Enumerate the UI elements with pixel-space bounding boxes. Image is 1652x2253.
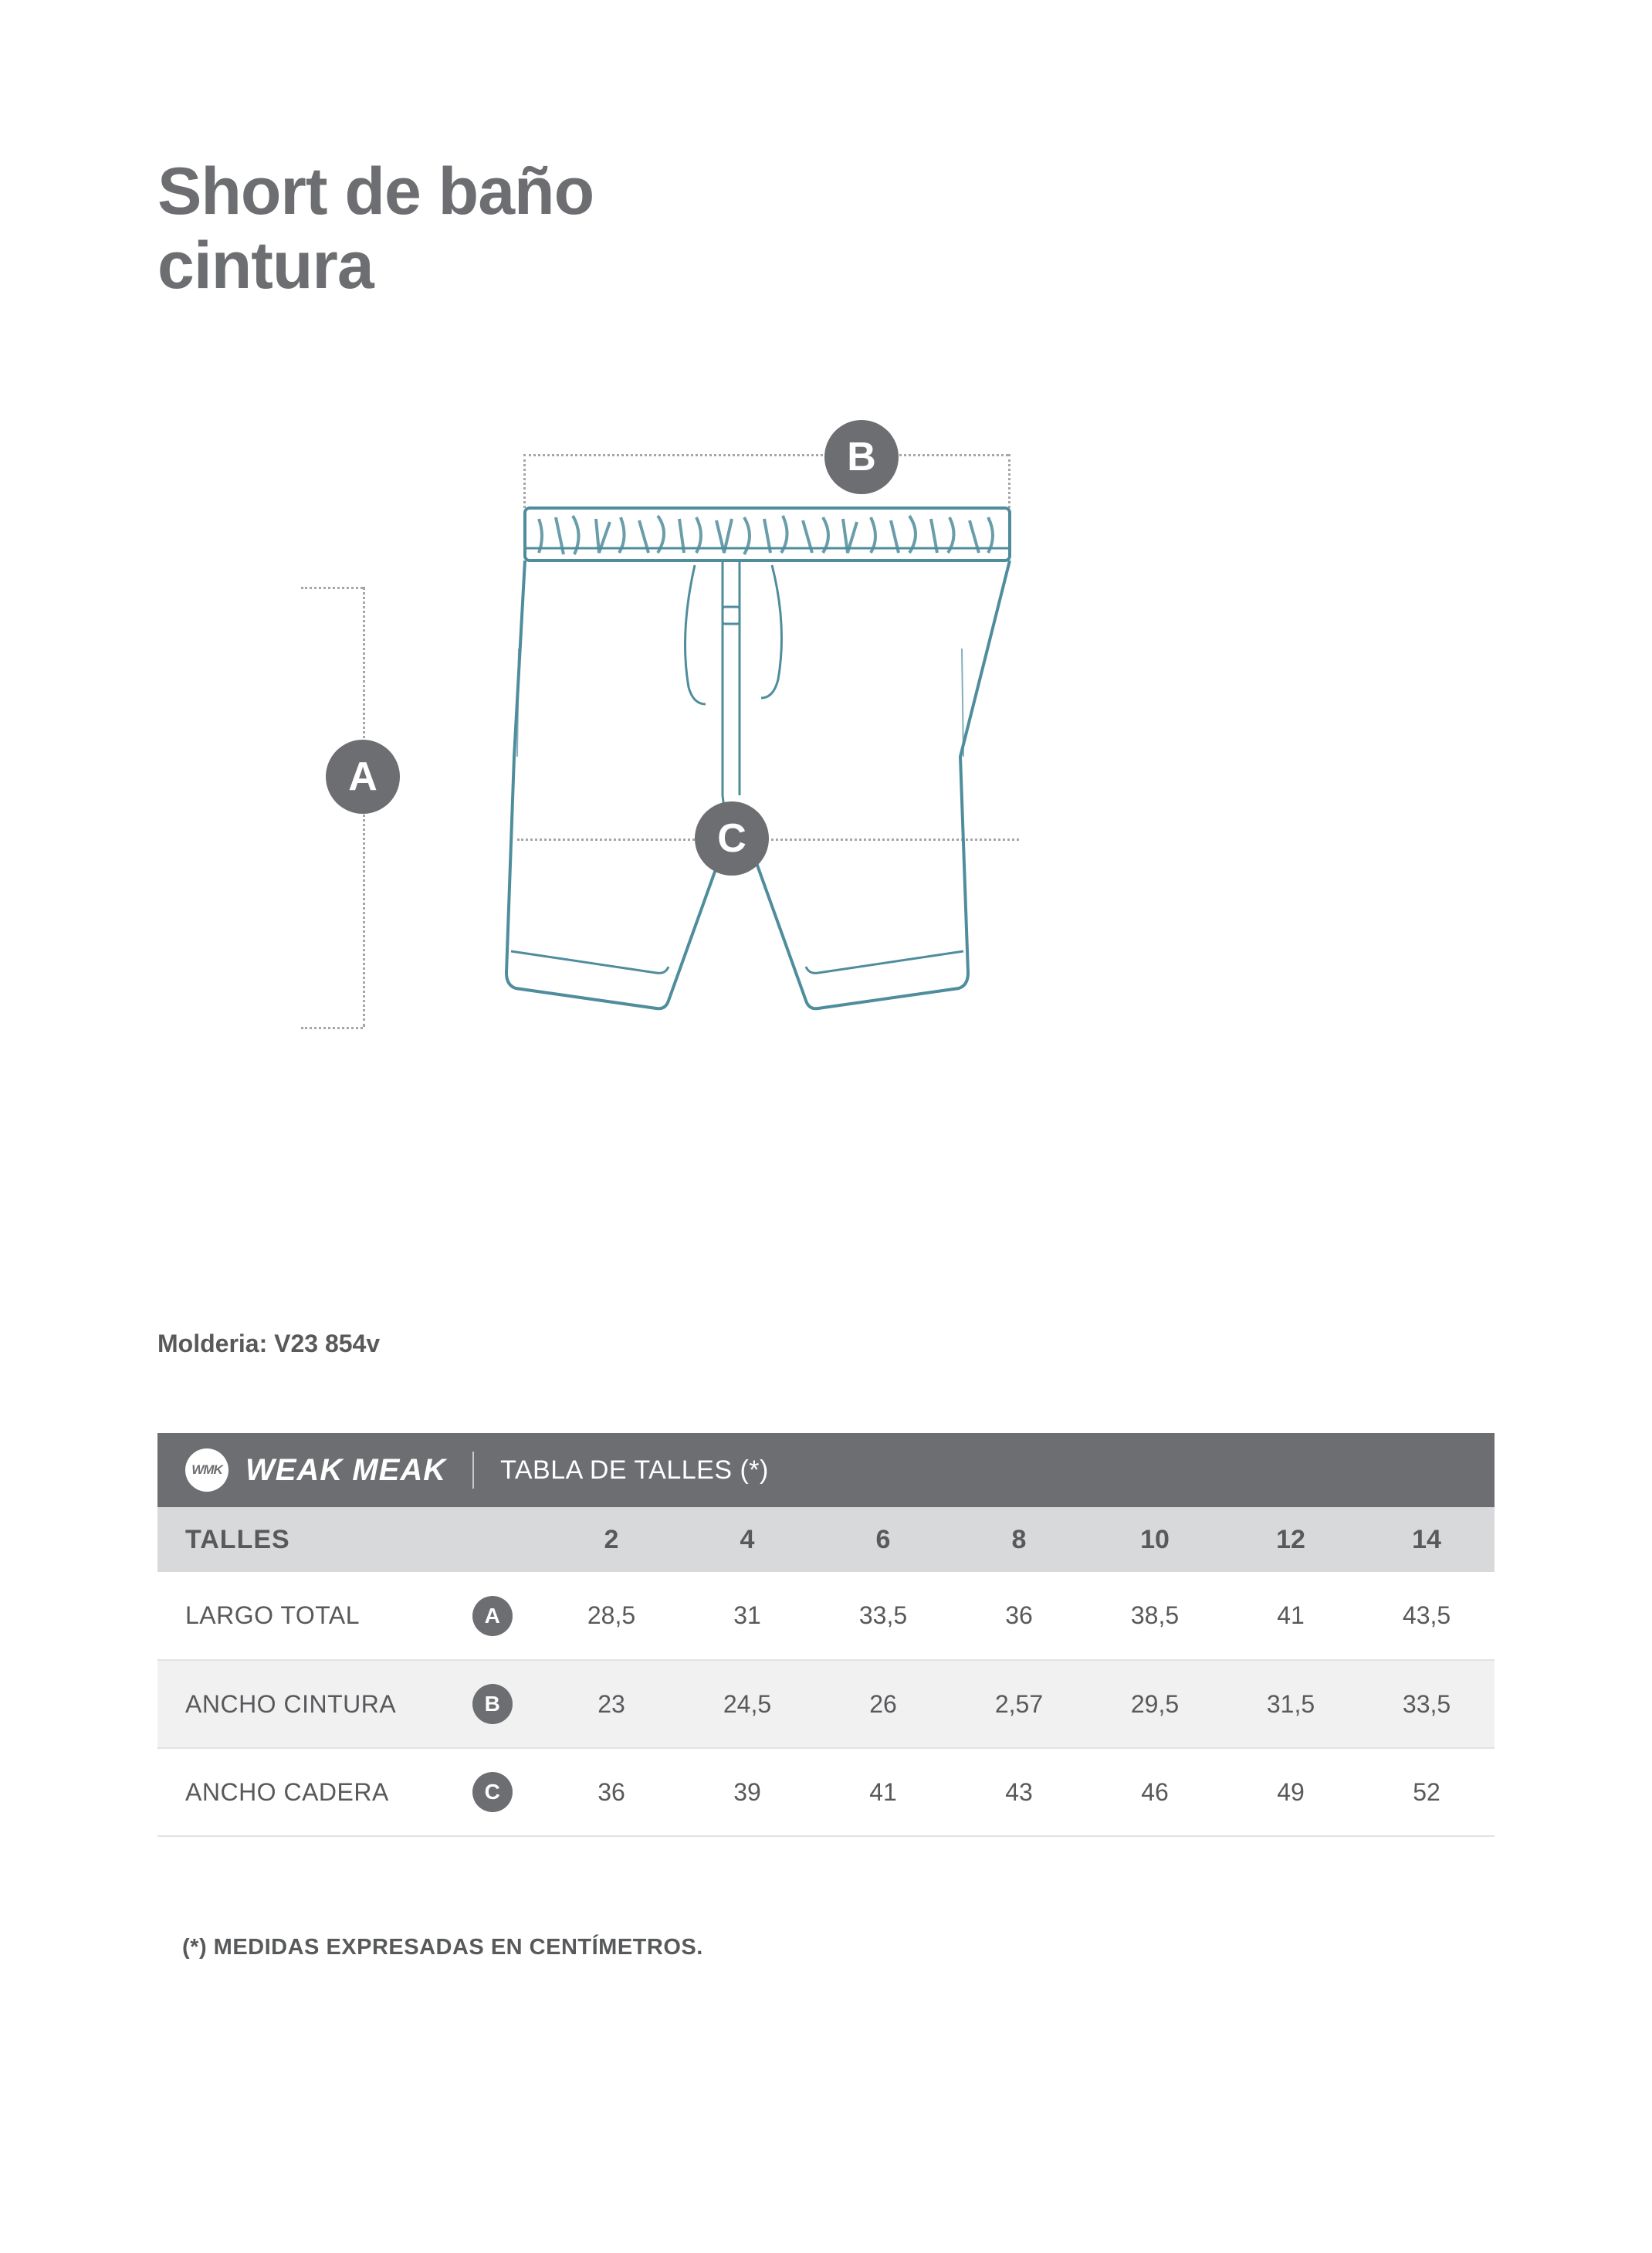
table-header-row: [157, 1507, 1495, 1572]
footnote: (*) MEDIDAS EXPRESADAS EN CENTÍMETROS.: [182, 1935, 703, 1960]
cell-value: 2,57: [951, 1660, 1087, 1748]
table-row: [157, 1660, 1495, 1748]
header-size-2: 4: [679, 1507, 815, 1572]
cell-value: 39: [679, 1748, 815, 1836]
table-row: [157, 1748, 1495, 1836]
cell-value: 49: [1223, 1748, 1359, 1836]
cell-value: 36: [543, 1748, 679, 1836]
row-badge-c: C: [472, 1772, 513, 1812]
cell-value: 33,5: [815, 1572, 951, 1660]
size-table: [157, 1433, 1495, 1837]
cell-value: 31,5: [1223, 1660, 1359, 1748]
brand-divider: [472, 1452, 474, 1489]
cell-value: 41: [1223, 1572, 1359, 1660]
cell-value: 36: [951, 1572, 1087, 1660]
header-size-6: 12: [1223, 1507, 1359, 1572]
cell-value: 41: [815, 1748, 951, 1836]
header-size-4: 8: [951, 1507, 1087, 1572]
brand-bar-cell: [157, 1433, 1495, 1507]
cell-value: 24,5: [679, 1660, 815, 1748]
molderia-label: Molderia: V23 854v: [157, 1330, 381, 1357]
row-label-cell: [157, 1748, 543, 1836]
page-title-line-1: Short de baño: [157, 154, 594, 229]
header-talles-label: TALLES: [157, 1507, 543, 1572]
cell-value: 26: [815, 1660, 951, 1748]
row-label-cell: [157, 1572, 543, 1660]
cell-value: 33,5: [1359, 1660, 1495, 1748]
header-size-1: 2: [543, 1507, 679, 1572]
page-title-line-2: cintura: [157, 229, 374, 303]
table-brand-bar: [157, 1433, 1495, 1507]
cell-value: 23: [543, 1660, 679, 1748]
size-table-wrapper: [157, 1433, 1493, 1837]
header-size-3: 6: [815, 1507, 951, 1572]
header-size-5: 10: [1087, 1507, 1223, 1572]
cell-value: 29,5: [1087, 1660, 1223, 1748]
row-label: LARGO TOTAL: [185, 1601, 361, 1629]
page-title: [157, 154, 1007, 303]
cell-value: 43: [951, 1748, 1087, 1836]
callout-a: A: [326, 740, 400, 814]
callout-b: B: [824, 420, 899, 494]
garment-illustration: [293, 432, 1204, 1282]
header-size-7: 14: [1359, 1507, 1495, 1572]
row-label: ANCHO CINTURA: [185, 1689, 397, 1718]
row-badge-a: A: [472, 1596, 513, 1636]
row-label-cell: [157, 1660, 543, 1748]
cell-value: 38,5: [1087, 1572, 1223, 1660]
cell-value: 43,5: [1359, 1572, 1495, 1660]
cell-value: 46: [1087, 1748, 1223, 1836]
brand-logo-icon: WMK: [185, 1448, 229, 1492]
row-label: ANCHO CADERA: [185, 1777, 389, 1806]
cell-value: 28,5: [543, 1572, 679, 1660]
row-badge-b: B: [472, 1684, 513, 1724]
cell-value: 52: [1359, 1748, 1495, 1836]
table-row: [157, 1572, 1495, 1660]
brand-name: WEAK MEAK: [245, 1452, 447, 1487]
table-subtitle: TABLA DE TALLES (*): [500, 1455, 769, 1485]
callout-c: C: [695, 801, 769, 876]
cell-value: 31: [679, 1572, 815, 1660]
